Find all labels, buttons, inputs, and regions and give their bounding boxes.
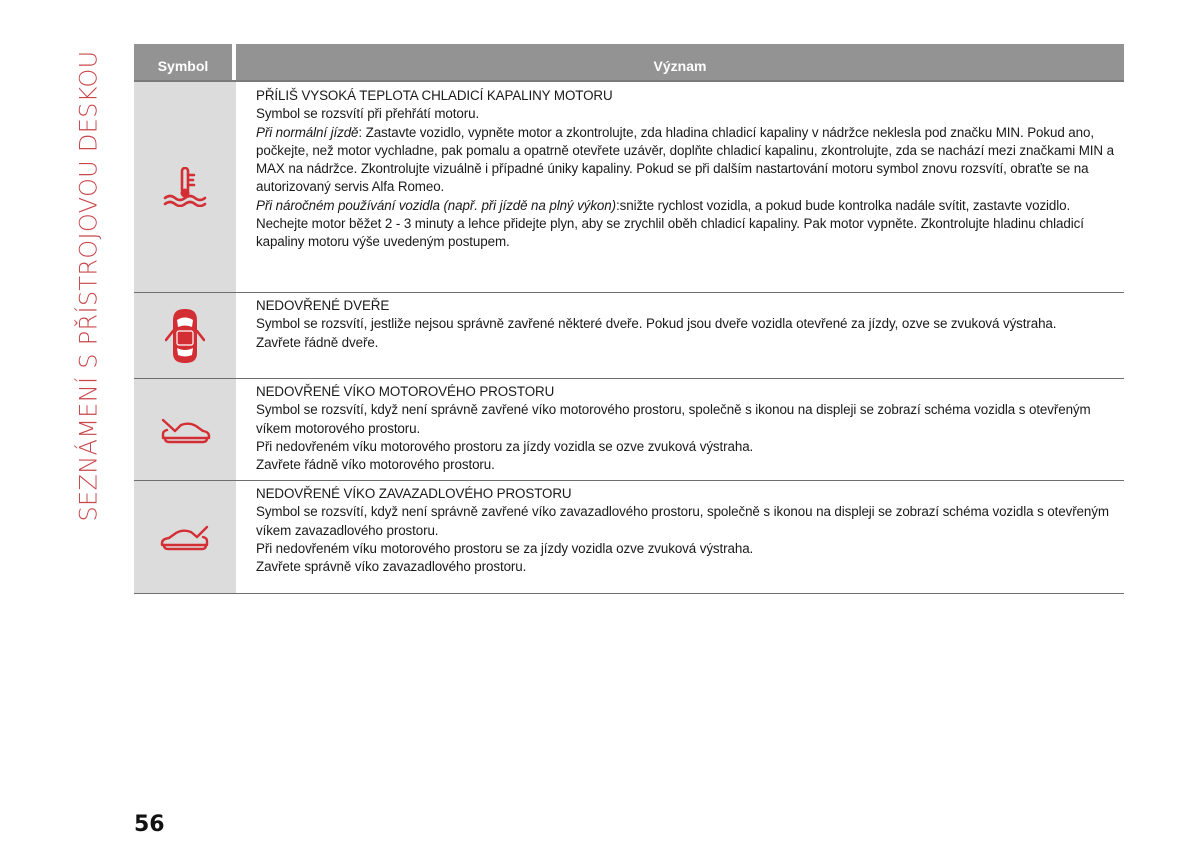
section-title-text: SEZNÁMENÍ S PŘÍSTROJOVOU DESKOU xyxy=(74,50,103,522)
row-text: Symbol se rozsvítí, jestliže nejsou správně zavřené některé dveře. Pokud jsou dveře vozidla otevřené za jízdy, ozve se zvuková výstraha. xyxy=(256,316,1057,332)
row-text: Zavřete správně víko zavazadlového prostoru. xyxy=(256,559,527,575)
row-title: PŘÍLIŠ VYSOKÁ TEPLOTA CHLADICÍ KAPALINY MOTORU xyxy=(256,88,613,103)
page-number: 56 xyxy=(134,812,165,837)
bonnet-open-icon xyxy=(159,416,211,444)
row-title: NEDOVŘENÉ DVEŘE xyxy=(256,298,390,313)
row-title: NEDOVŘENÉ VÍKO ZAVAZADLOVÉHO PROSTORU xyxy=(256,486,572,501)
symbol-cell xyxy=(134,82,236,292)
row-text-part: : Zastavte vozidlo, vypněte motor a zkontrolujte, zda hladina chladicí kapaliny v nádržce neklesla pod značku MIN. Pokud ano, počkejte, než motor vychladne, pak pomalu a opatrně otevřete uzávěr, doplňte chladicí kapalinu, zkontrolujte, zda se nachází mezi značkami MIN a MAX na nádržce. Zkontrolujte vizuálně i případné úniky kapaliny. Pokud se při dalším nastartování motoru symbol znovu rozsvítí, obraťte se na autorizovaný servis Alfa Romeo. xyxy=(256,124,1114,195)
symbol-cell xyxy=(134,293,236,378)
meaning-cell xyxy=(236,82,1124,292)
symbol-cell xyxy=(134,379,236,480)
row-text: Symbol se rozsvítí, když není správně zavřené víko zavazadlového prostoru, společně s ikonou na displeji se zobrazí schéma vozidla s otevřeným víkem zavazadlového prostoru. xyxy=(256,504,1109,538)
meaning-cell xyxy=(236,481,1124,593)
header-symbol: Symbol xyxy=(134,44,232,80)
row-text: Zavřete řádně víko motorového prostoru. xyxy=(256,457,495,473)
table-row xyxy=(134,379,1124,481)
row-title: NEDOVŘENÉ VÍKO MOTOROVÉHO PROSTORU xyxy=(256,384,555,399)
row-text xyxy=(256,197,1124,252)
table-row xyxy=(134,293,1124,379)
row-text: Při nedovřeném víku motorového prostoru za jízdy vozidla se ozve zvuková výstraha. xyxy=(256,438,754,454)
row-italic-text: Při náročném používání vozidla (např. při jízdě na plný výkon) xyxy=(256,197,616,213)
table-header xyxy=(134,44,1124,82)
door-open-icon xyxy=(165,307,205,365)
symbol-cell xyxy=(134,481,236,593)
meaning-cell xyxy=(236,379,1124,480)
row-text xyxy=(256,124,1124,197)
row-text: Symbol se rozsvítí, když není správně zavřené víko motorového prostoru, společně s ikonou na displeji se zobrazí schéma vozidla s otevřeným víkem motorového prostoru. xyxy=(256,402,1091,436)
row-text: Při nedovřeném víku motorového prostoru se za jízdy vozidla ozve zvuková výstraha. xyxy=(256,540,754,556)
row-italic-text: Při normální jízdě xyxy=(256,124,359,140)
warning-lights-table xyxy=(134,44,1124,594)
header-meaning: Význam xyxy=(236,44,1124,80)
meaning-cell xyxy=(236,293,1124,378)
row-text: Zavřete řádně dveře. xyxy=(256,334,379,350)
table-row xyxy=(134,481,1124,594)
row-text-part: :snižte rychlost vozidla, a pokud bude kontrolka nadále svítit, zastavte vozidlo. Nechejte motor běžet 2 - 3 minuty a lehce přidejte plyn, aby se zrychlil oběh chladicí kapaliny. Pak motor vypněte. Zkontrolujte hladinu chladicí kapaliny motoru výše uvedeným postupem. xyxy=(256,197,1084,250)
row-text: Symbol se rozsvítí při přehřátí motoru. xyxy=(256,106,480,122)
section-title-vertical xyxy=(68,44,108,528)
coolant-temperature-icon xyxy=(162,167,208,207)
table-row xyxy=(134,82,1124,293)
boot-open-icon xyxy=(159,523,211,551)
